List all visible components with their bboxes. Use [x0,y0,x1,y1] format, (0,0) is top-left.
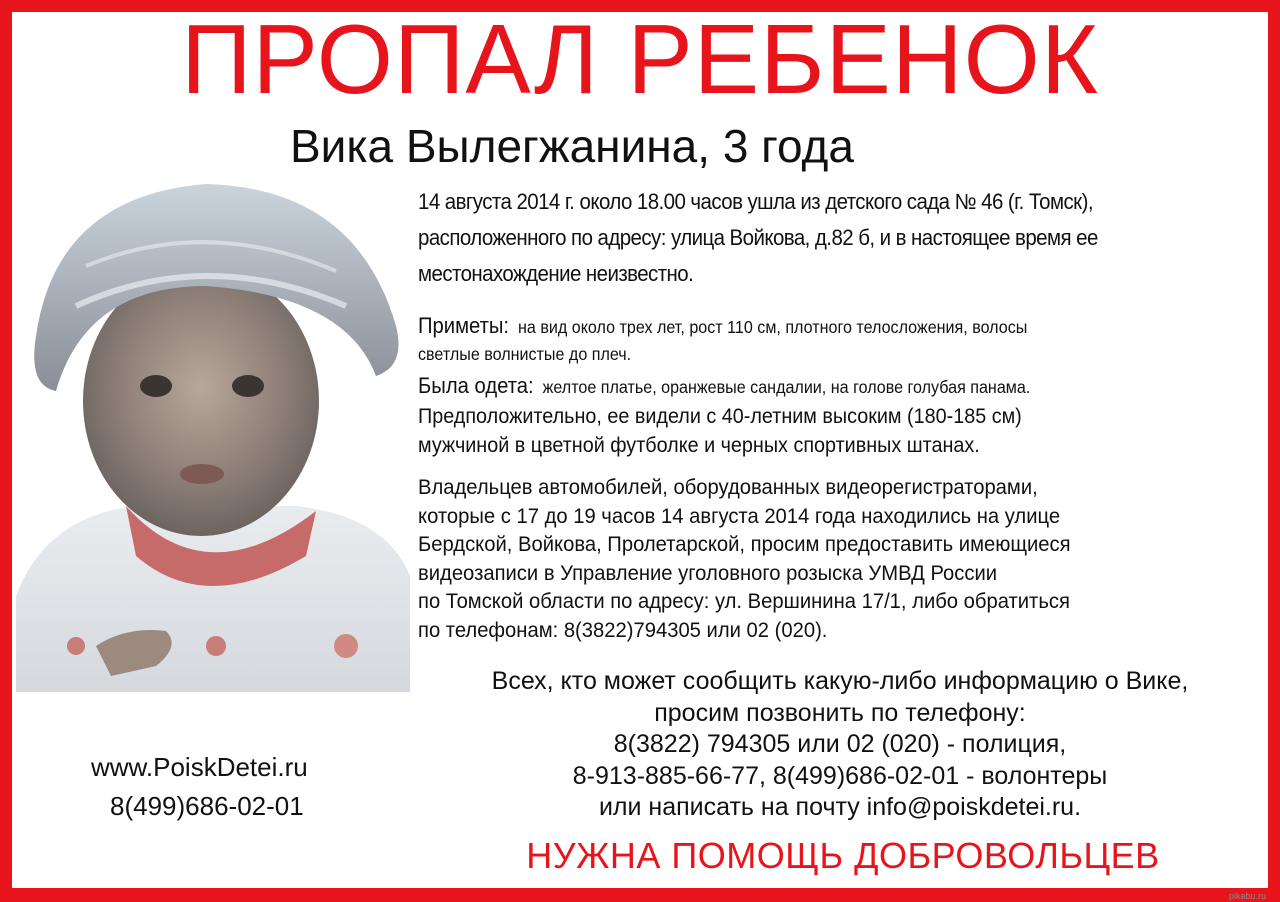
appeal-line: просим позвонить по телефону: [654,698,1026,727]
signs-label: Приметы: [418,313,510,338]
intro-line: 14 августа 2014 г. около 18.00 часов ушла из детского сада № 46 (г. Томск), [418,189,1093,214]
drivers-line: видеозаписи в Управление уголовного розыска УМВД России [418,560,998,585]
drivers-line: которые с 17 до 19 часов 14 августа 2014 года находились на улице [418,503,1061,528]
child-photo [16,176,410,692]
drivers-line: Бердской, Войкова, Пролетарской, просим предоставить имеющиеся [418,532,1071,556]
seen-line: мужчиной в цветной футболке и черных спортивных штанах. [418,433,980,457]
signs-text: на вид около трех лет, рост 110 см, плотного телосложения, волосы [518,317,1028,337]
drivers-line: Владельцев автомобилей, оборудованных видеорегистраторами, [418,475,1038,499]
intro-line: местонахождение неизвестно. [418,261,694,286]
appeal-line: Всех, кто может сообщить какую-либо информацию о Вике, [491,667,1189,695]
intro-paragraph [418,184,1209,292]
clothing-paragraph [418,371,1200,460]
dressed-text: желтое платье, оранжевые сандалии, на голове голубая панама. [542,377,1031,397]
signs-text-2: светлые волнистые до плеч. [418,344,632,364]
contact-appeal [405,666,1275,824]
poster-headline: ПРОПАЛ РЕБЕНОК [181,4,1099,114]
appeal-line: 8-913-885-66-77, 8(499)686-02-01 - волонтеры [572,761,1108,790]
intro-line: расположенного по адресу: улица Войкова, д.82 б, и в настоящее время ее [418,225,1098,250]
website-phone: 8(499)686-02-01 [110,791,304,821]
appeal-line: или написать на почту info@poiskdetei.ru. [598,793,1082,821]
drivers-paragraph [418,473,1217,644]
dressed-label: Была одета: [418,373,534,398]
appeal-line: 8(3822) 794305 или 02 (020) - полиция, [613,730,1067,758]
watermark: pikabu.ru [1228,891,1266,901]
child-name: Вика Вылегжанина, 3 года [290,120,854,172]
signs-paragraph [418,312,1200,368]
volunteers-needed-banner: НУЖНА ПОМОЩЬ ДОБРОВОЛЬЦЕВ [526,835,1160,876]
drivers-line: по Томской области по адресу: ул. Вершинина 17/1, либо обратиться [418,589,1070,613]
website-link[interactable]: www.PoiskDetei.ru [91,752,308,782]
seen-line: Предположительно, ее видели с 40-летним высоким (180-185 см) [418,404,1022,428]
drivers-line: по телефонам: 8(3822)794305 или 02 (020). [418,617,828,642]
